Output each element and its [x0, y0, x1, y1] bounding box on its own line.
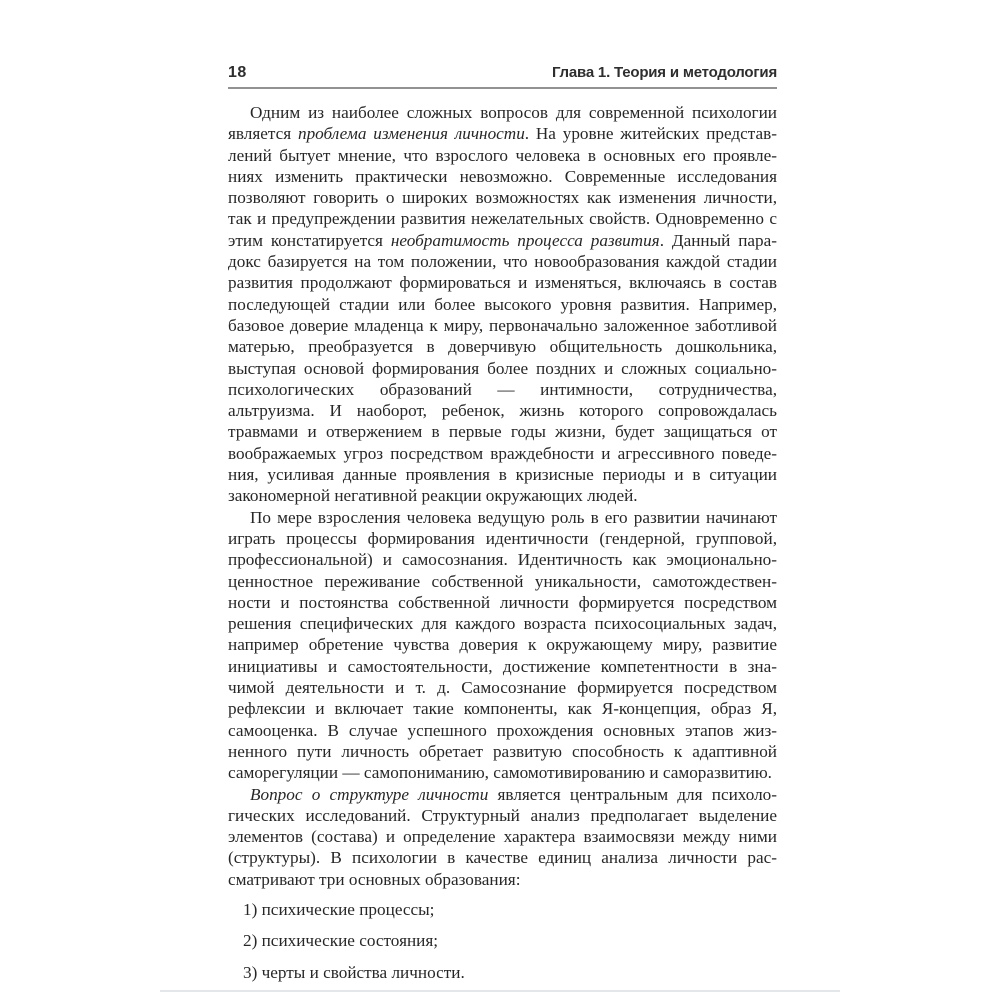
paragraph [228, 507, 777, 784]
text-block [228, 102, 777, 993]
list-item: 2) психические состояния; [243, 931, 439, 951]
italic-text-segment: проблема изменения личности [297, 124, 525, 144]
running-header [228, 64, 777, 89]
numbered-list [228, 899, 777, 983]
list-item: 1) психические процессы; [243, 899, 435, 919]
page-number: 18 [228, 64, 247, 81]
paragraph [228, 784, 777, 890]
italic-text-segment: необратимость процесса развития [390, 230, 660, 250]
italic-text-segment: Вопрос о структуре личности [250, 784, 489, 804]
list-item: 3) черты и свойства личности. [243, 962, 465, 982]
text-segment: . На уровне житейских представлений бытует мнение, что взрослого человека в основных его проявлениях изменить практически невозможно. Современные исследования позволяют говорить о широких возможностях как изменения личности, так и предупреждении развития нежелательных свойств. Одновременно с этим констатируется [228, 124, 777, 250]
text-segment: . Данный парадокс базируется на том положении, что новообразования каждой стадии развития продолжают формироваться и изменяться, включаясь в состав последующей стадии или более высокого уровня развития. Например, базовое доверие младенца к миру, первоначально заложенное заботливой матерью, преобразуется в доверчивую общительность дошкольника, выступая основой формирования более поздних и сложных социально-психологических образований — интимности, сотрудничества, альтруизма. И наоборот, ребенок, жизнь которого сопровождалась травмами и отвержением в первые годы жизни, будет защищаться от воображаемых угроз посредством враждебности и агрессивного поведения, усиливая данные проявления в кризисные периоды и в ситуации закономерной негативной реакции окружающих людей. [228, 230, 777, 506]
page-edge-shadow [160, 990, 840, 992]
text-segment: По мере взросления человека ведущую роль в его развитии начинают играть процессы формирования идентичности (гендерной, групповой, профессиональной) и самосознания. Идентичность как эмоционально-ценностное переживание собственной уникальности, самотождественности и постоянства собственной личности формируется посредством решения специфических для каждого возраста психосоциальных задач, например обретение чувства доверия к окружающему миру, развитие инициативы и самостоятельности, достижение компетентности в значимой деятельности и т. д. Самосознание формируется посредством рефлексии и включает такие компоненты, как Я-концепция, образ Я, самооценка. В случае успешного прохождения основных этапов жизненного пути личность обретает развитую способность к адаптивной саморегуляции — самопониманию, самомотивированию и саморазвитию. [228, 507, 777, 783]
text-segment: является центральным для психологических исследований. Структурный анализ предполагает выделение элементов (состава) и определение характера взаимосвязи между ними (структуры). В психологии в качестве единиц анализа личности рассматривают три основных образования: [228, 784, 777, 889]
chapter-title: Глава 1. Теория и методология [551, 64, 777, 81]
paragraphs [228, 102, 777, 890]
text-segment: Одним из наиболее сложных вопросов для современной психологии является [228, 103, 777, 144]
paragraph [228, 102, 777, 507]
